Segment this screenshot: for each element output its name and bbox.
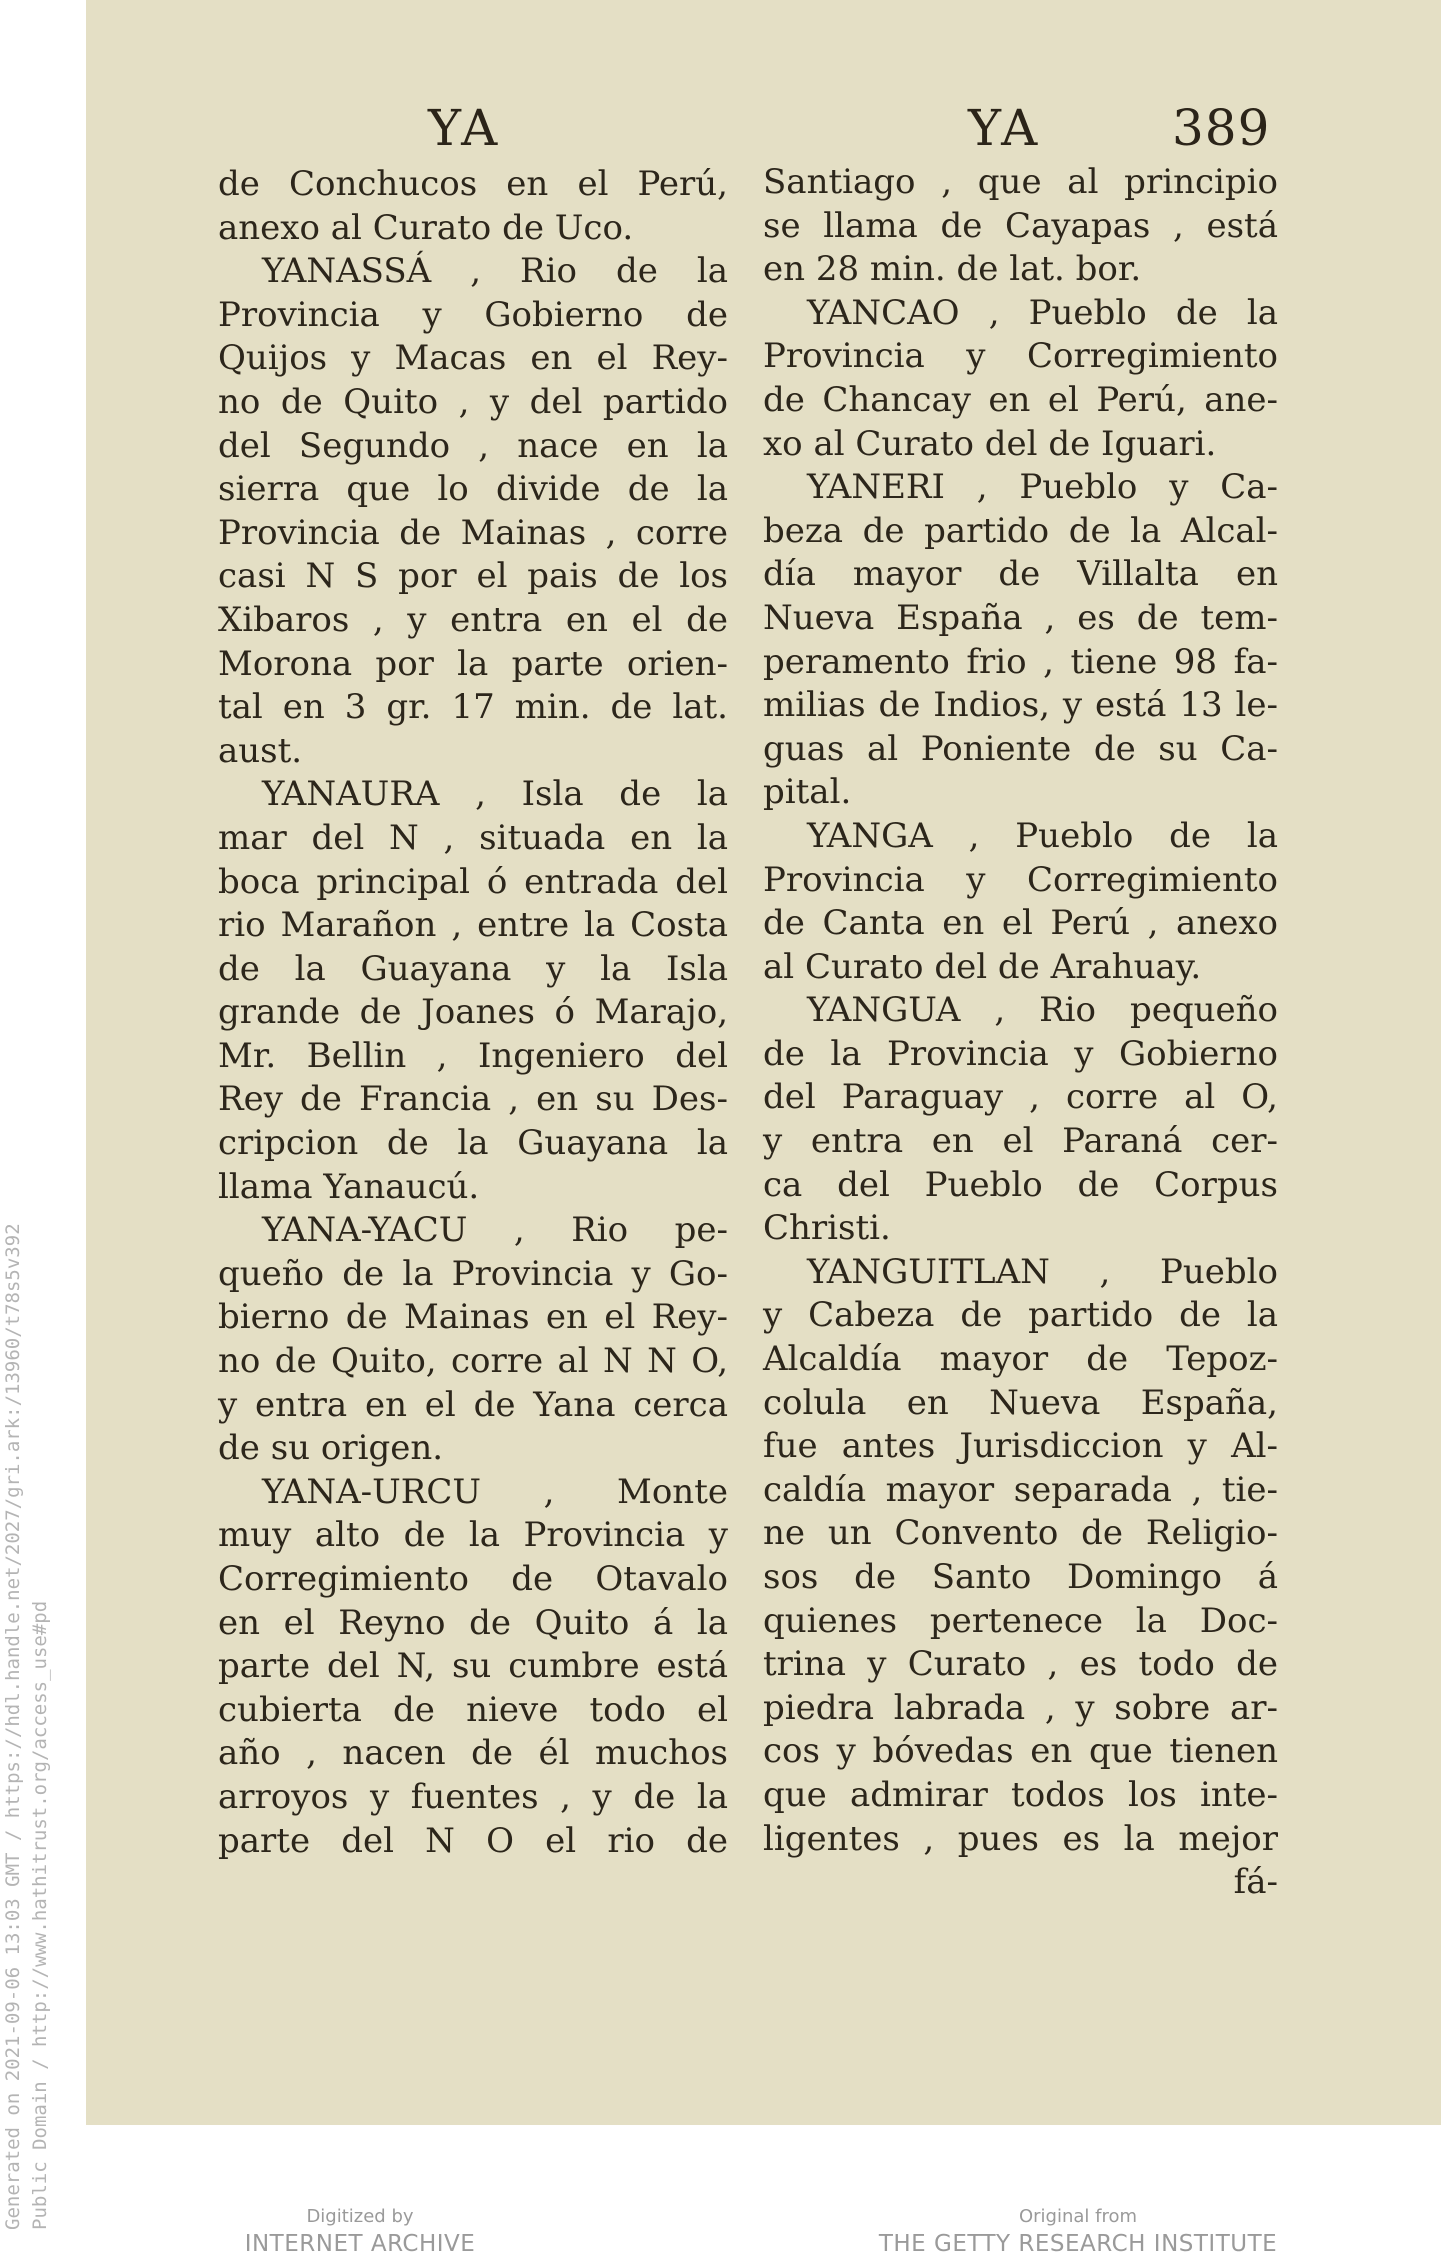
text-line: queño de la Provincia y Go- (218, 1253, 728, 1294)
text-line: ne un Convento de Religio- (763, 1513, 1278, 1554)
text-line: peramento frio , tiene 98 fa- (763, 641, 1278, 682)
text-line: no de Quito , y del partido (218, 381, 728, 422)
stamp-line-license: Public Domain / http://www.hathitrust.org/access_use#pd (29, 1600, 51, 2230)
text-line: Santiago , que al principio (763, 162, 1278, 202)
text-line: año , nacen de él muchos (218, 1733, 728, 1774)
text-line: xo al Curato del de Iguari. (763, 423, 1217, 464)
text-line: y Cabeza de partido de la (763, 1295, 1278, 1336)
text-line: Corregimiento de Otavalo (218, 1559, 728, 1599)
text-line: llama Yanaucú. (218, 1166, 480, 1207)
running-head-left: YA (428, 99, 502, 157)
text-line: fue antes Jurisdiccion y Al- (763, 1426, 1278, 1467)
text-line: de la Guayana y la Isla (218, 948, 728, 989)
text-line: cripcion de la Guayana la (218, 1123, 728, 1164)
text-line: Rey de Francia , en su Des- (218, 1079, 728, 1120)
text-line: de la Provincia y Gobierno (763, 1033, 1278, 1074)
text-line: fá- (1233, 1862, 1278, 1903)
text-line: colula en Nueva España, (763, 1382, 1278, 1423)
footer-digitized-label: Digitized by (306, 2206, 414, 2227)
text-line: ca del Pueblo de Corpus (763, 1164, 1278, 1205)
text-line: muy alto de la Provincia y (218, 1515, 728, 1556)
text-line: Morona por la parte orien- (218, 643, 728, 684)
text-line: piedra labrada , y sobre ar- (763, 1687, 1278, 1728)
text-line: de Canta en el Perú , anexo (763, 903, 1278, 944)
text-line: en 28 min. de lat. bor. (763, 249, 1142, 290)
text-line: Provincia y Corregimiento (763, 859, 1278, 900)
footer-original-label: Original from (1018, 2206, 1138, 2227)
text-line: rio Marañon , entre la Costa (218, 905, 728, 946)
stamp-line-generated: Generated on 2021-09-06 13:03 GMT / https://hdl.handle.net/2027/gri.ark:/13960/t78s5v392 (2, 1223, 24, 2230)
text-line: de Conchucos en el Perú, (218, 164, 728, 204)
text-line: aust. (218, 730, 303, 771)
page-number: 389 (1172, 99, 1271, 157)
hathitrust-stamp (0, 1080, 54, 2230)
text-line: Provincia y Gobierno de (218, 294, 728, 335)
text-line: milias de Indios, y está 13 le- (763, 685, 1278, 726)
footer-digitizer-name: INTERNET ARCHIVE (244, 2231, 476, 2257)
text-line: beza de partido de la Alcal- (763, 510, 1278, 551)
text-line: y entra en el Paraná cer- (763, 1121, 1278, 1162)
text-line: de su origen. (218, 1428, 444, 1469)
text-line: YANGA , Pueblo de la (807, 815, 1278, 856)
text-line: YANGUA , Rio pequeño (807, 990, 1278, 1031)
running-head-right: YA (968, 99, 1042, 157)
text-line: Provincia de Mainas , corre (218, 512, 728, 553)
text-line: al Curato del de Arahuay. (763, 946, 1202, 987)
text-line: sierra que lo divide de la (218, 469, 728, 510)
text-line: y entra en el de Yana cerca (218, 1384, 728, 1425)
text-line: no de Quito, corre al N N O, (218, 1341, 728, 1382)
text-line: del Paraguay , corre al O, (763, 1077, 1278, 1118)
text-line: pital. (763, 772, 852, 813)
text-line: día mayor de Villalta en (763, 554, 1278, 595)
text-line: YANERI , Pueblo y Ca- (807, 467, 1278, 508)
text-line: parte del N O el rio de (218, 1820, 728, 1861)
text-line: quienes pertenece la Doc- (763, 1600, 1278, 1641)
text-line: anexo al Curato de Uco. (218, 207, 634, 248)
text-line: guas al Poniente de su Ca- (763, 728, 1278, 769)
text-line: en el Reyno de Quito á la (218, 1602, 728, 1643)
text-line: cubierta de nieve todo el (218, 1689, 728, 1730)
text-line: trina y Curato , es todo de (763, 1644, 1278, 1685)
text-line: que admirar todos los inte- (763, 1774, 1278, 1815)
text-line: YANCAO , Pueblo de la (807, 292, 1278, 333)
text-line: se llama de Cayapas , está (763, 205, 1278, 246)
text-line: Mr. Bellin , Ingeniero del (218, 1035, 728, 1076)
left-column (218, 163, 728, 1863)
text-line: grande de Joanes ó Marajo, (218, 992, 728, 1033)
text-line: Xibaros , y entra en el de (218, 599, 728, 640)
text-line: de Chancay en el Perú, ane- (763, 379, 1278, 420)
text-line: arroyos y fuentes , y de la (218, 1776, 728, 1817)
text-line: mar del N , situada en la (218, 817, 728, 858)
footer-digitized (190, 2205, 530, 2259)
text-line: boca principal ó entrada del (218, 861, 728, 902)
text-line: YANA-YACU , Rio pe- (262, 1210, 728, 1251)
text-line: sos de Santo Domingo á (763, 1557, 1278, 1597)
text-line: bierno de Mainas en el Rey- (218, 1297, 728, 1338)
footer-original (858, 2205, 1298, 2259)
text-line: del Segundo , nace en la (218, 425, 728, 466)
text-line: YANA-URCU , Monte (262, 1471, 728, 1512)
text-line: cos y bóvedas en que tienen (763, 1731, 1278, 1772)
text-line: Nueva España , es de tem- (763, 597, 1278, 638)
text-line: casi N S por el pais de los (218, 556, 728, 597)
text-line: ligentes , pues es la mejor (763, 1818, 1278, 1859)
right-column (763, 161, 1278, 1905)
text-line: Alcaldía mayor de Tepoz- (763, 1339, 1278, 1380)
text-line: tal en 3 gr. 17 min. de lat. (218, 687, 728, 728)
text-line: YANGUITLAN , Pueblo (807, 1251, 1278, 1292)
text-line: parte del N, su cumbre está (218, 1646, 728, 1687)
footer-original-source: THE GETTY RESEARCH INSTITUTE (878, 2231, 1278, 2257)
text-line: Provincia y Corregimiento (763, 336, 1278, 377)
text-line: YANASSÁ , Rio de la (262, 251, 728, 292)
text-line: YANAURA , Isla de la (262, 774, 728, 815)
text-line: Quijos y Macas en el Rey- (218, 338, 728, 379)
text-line: caldía mayor separada , tie- (763, 1469, 1278, 1510)
text-line: Christi. (763, 1208, 891, 1249)
